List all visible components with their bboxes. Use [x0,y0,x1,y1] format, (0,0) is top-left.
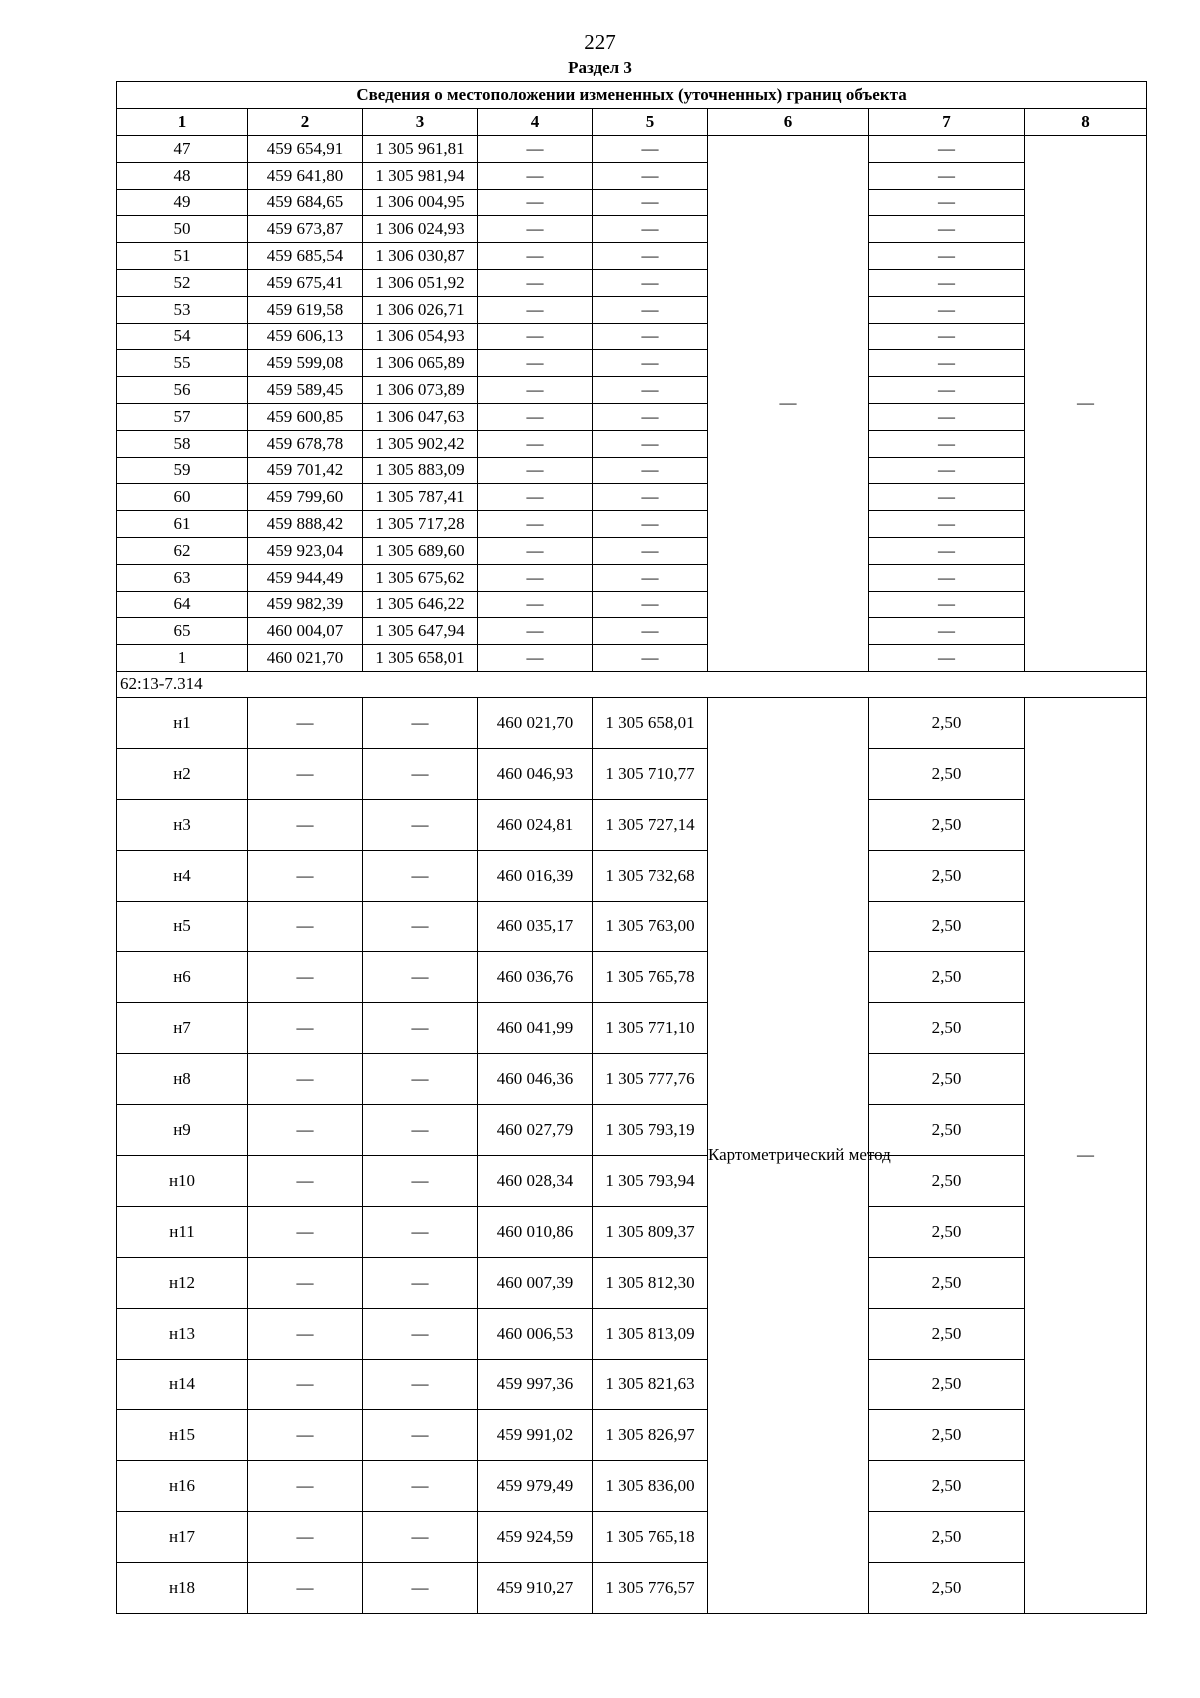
point-number: н2 [117,748,248,799]
accuracy-dash: — [869,323,1025,350]
accuracy-dash: — [869,216,1025,243]
coord-x-existing-dash: — [248,799,363,850]
accuracy-value: 2,50 [869,1563,1025,1614]
coord-y-existing-dash: — [363,1512,478,1563]
coord-y-existing: 1 306 054,93 [363,323,478,350]
accuracy-dash: — [869,269,1025,296]
table-row [117,1003,1147,1054]
coord-y-existing-dash: — [363,1308,478,1359]
coord-x-new-dash: — [478,591,593,618]
coord-x-existing-dash: — [248,1003,363,1054]
coord-x-new: 460 035,17 [478,901,593,952]
point-number: н5 [117,901,248,952]
coord-y-existing: 1 306 047,63 [363,403,478,430]
table-row [117,136,1147,163]
coord-y-new-dash: — [593,618,708,645]
coord-x-new: 460 027,79 [478,1105,593,1156]
coord-x-existing: 459 982,39 [248,591,363,618]
column-header: 7 [869,109,1025,136]
point-number: 58 [117,430,248,457]
coord-x-existing: 459 641,80 [248,162,363,189]
coord-x-existing-dash: — [248,1512,363,1563]
method-cell-dash: — [708,136,869,672]
point-number: 62 [117,537,248,564]
accuracy-dash: — [869,430,1025,457]
coord-x-existing-dash: — [248,1257,363,1308]
table-row [117,1563,1147,1614]
point-number: н15 [117,1410,248,1461]
accuracy-dash: — [869,618,1025,645]
parcel-label: 62:13-7.314 [117,671,1147,697]
column-header: 5 [593,109,708,136]
column-header: 8 [1025,109,1147,136]
table-row [117,243,1147,270]
coord-y-existing-dash: — [363,1359,478,1410]
point-number: н7 [117,1003,248,1054]
coord-x-new-dash: — [478,618,593,645]
coord-x-new: 460 041,99 [478,1003,593,1054]
coord-y-new-dash: — [593,645,708,672]
coord-x-new: 460 021,70 [478,697,593,748]
coord-y-new: 1 305 710,77 [593,748,708,799]
coord-y-existing: 1 306 065,89 [363,350,478,377]
description-cell-dash: — [1025,136,1147,672]
accuracy-value: 2,50 [869,952,1025,1003]
accuracy-dash: — [869,564,1025,591]
table-row [117,1410,1147,1461]
point-number: 54 [117,323,248,350]
accuracy-dash: — [869,457,1025,484]
table-row [117,189,1147,216]
coord-x-new-dash: — [478,430,593,457]
coord-x-new: 459 910,27 [478,1563,593,1614]
accuracy-dash: — [869,484,1025,511]
accuracy-dash: — [869,189,1025,216]
coord-x-new-dash: — [478,350,593,377]
coord-y-existing: 1 305 787,41 [363,484,478,511]
coord-y-new-dash: — [593,430,708,457]
coord-x-new-dash: — [478,537,593,564]
coord-y-new: 1 305 765,18 [593,1512,708,1563]
accuracy-value: 2,50 [869,1257,1025,1308]
accuracy-dash: — [869,511,1025,538]
table-row [117,296,1147,323]
coord-y-new-dash: — [593,377,708,404]
point-number: 59 [117,457,248,484]
coord-x-new-dash: — [478,189,593,216]
coord-x-new-dash: — [478,136,593,163]
coord-x-new: 460 010,86 [478,1206,593,1257]
coord-y-existing: 1 305 902,42 [363,430,478,457]
table-row [117,377,1147,404]
coord-y-new: 1 305 793,94 [593,1155,708,1206]
table-row [117,1512,1147,1563]
coord-x-existing: 459 944,49 [248,564,363,591]
coord-y-new-dash: — [593,537,708,564]
point-number: 47 [117,136,248,163]
accuracy-value: 2,50 [869,1206,1025,1257]
coord-y-existing: 1 305 675,62 [363,564,478,591]
coord-x-existing: 460 021,70 [248,645,363,672]
coord-x-new: 459 979,49 [478,1461,593,1512]
point-number: н13 [117,1308,248,1359]
table-row [117,403,1147,430]
coord-x-existing-dash: — [248,697,363,748]
coord-y-existing: 1 305 647,94 [363,618,478,645]
coord-x-new: 459 991,02 [478,1410,593,1461]
accuracy-dash: — [869,162,1025,189]
coord-x-new: 460 046,36 [478,1054,593,1105]
table-row [117,430,1147,457]
coord-y-new: 1 305 765,78 [593,952,708,1003]
coord-y-existing-dash: — [363,1257,478,1308]
table-row [117,591,1147,618]
coord-x-existing-dash: — [248,1308,363,1359]
coord-y-existing-dash: — [363,1054,478,1105]
point-number: 56 [117,377,248,404]
coord-x-existing-dash: — [248,1105,363,1156]
table-row [117,1206,1147,1257]
point-number: н9 [117,1105,248,1156]
table-row [117,564,1147,591]
table-row [117,1105,1147,1156]
coord-y-existing: 1 306 026,71 [363,296,478,323]
coord-y-new-dash: — [593,350,708,377]
coord-y-new-dash: — [593,189,708,216]
coord-y-existing-dash: — [363,850,478,901]
coord-y-new: 1 305 813,09 [593,1308,708,1359]
coord-y-existing: 1 305 646,22 [363,591,478,618]
table-row [117,511,1147,538]
accuracy-dash: — [869,296,1025,323]
coord-y-new: 1 305 836,00 [593,1461,708,1512]
coord-y-new-dash: — [593,162,708,189]
point-number: н4 [117,850,248,901]
column-header: 3 [363,109,478,136]
table-row [117,1155,1147,1206]
coord-x-new: 459 924,59 [478,1512,593,1563]
point-number: н6 [117,952,248,1003]
accuracy-value: 2,50 [869,697,1025,748]
coord-y-existing-dash: — [363,1563,478,1614]
point-number: 50 [117,216,248,243]
coord-x-new-dash: — [478,403,593,430]
coord-x-new: 460 016,39 [478,850,593,901]
coord-y-existing-dash: — [363,697,478,748]
coord-x-new-dash: — [478,484,593,511]
column-header: 2 [248,109,363,136]
coord-y-new-dash: — [593,564,708,591]
coord-x-new-dash: — [478,162,593,189]
point-number: 57 [117,403,248,430]
table-row [117,1359,1147,1410]
table-row [117,799,1147,850]
coord-x-new: 460 024,81 [478,799,593,850]
table-row [117,952,1147,1003]
coord-x-existing-dash: — [248,1563,363,1614]
table-row [117,162,1147,189]
coord-x-existing: 459 799,60 [248,484,363,511]
coord-y-new: 1 305 727,14 [593,799,708,850]
parcel-row [117,671,1147,697]
accuracy-value: 2,50 [869,1003,1025,1054]
accuracy-value: 2,50 [869,850,1025,901]
coord-y-new: 1 305 771,10 [593,1003,708,1054]
point-number: 63 [117,564,248,591]
table-row [117,618,1147,645]
coord-y-new: 1 305 732,68 [593,850,708,901]
coord-y-existing: 1 305 883,09 [363,457,478,484]
method-cell: Картометрический метод [708,697,869,1613]
coord-y-new: 1 305 658,01 [593,697,708,748]
point-number: н11 [117,1206,248,1257]
existing-points-body [117,136,1147,672]
table-row [117,1257,1147,1308]
coord-x-existing: 459 684,65 [248,189,363,216]
coord-y-existing: 1 306 004,95 [363,189,478,216]
accuracy-value: 2,50 [869,1410,1025,1461]
coord-y-existing-dash: — [363,1461,478,1512]
accuracy-value: 2,50 [869,1512,1025,1563]
accuracy-value: 2,50 [869,1308,1025,1359]
column-header: 6 [708,109,869,136]
coord-x-existing-dash: — [248,901,363,952]
coord-x-existing: 459 599,08 [248,350,363,377]
coord-x-new: 460 006,53 [478,1308,593,1359]
coord-x-new-dash: — [478,216,593,243]
point-number: н10 [117,1155,248,1206]
coord-x-existing-dash: — [248,1155,363,1206]
coord-y-new: 1 305 821,63 [593,1359,708,1410]
coord-y-existing-dash: — [363,1410,478,1461]
coord-x-new-dash: — [478,457,593,484]
table-row [117,323,1147,350]
coord-y-new-dash: — [593,323,708,350]
point-number: н18 [117,1563,248,1614]
coord-y-new: 1 305 812,30 [593,1257,708,1308]
coord-x-existing-dash: — [248,1359,363,1410]
point-number: 65 [117,618,248,645]
accuracy-value: 2,50 [869,1461,1025,1512]
accuracy-value: 2,50 [869,1359,1025,1410]
accuracy-dash: — [869,645,1025,672]
point-number: н3 [117,799,248,850]
coord-y-new-dash: — [593,591,708,618]
table-row [117,748,1147,799]
coord-y-new: 1 305 777,76 [593,1054,708,1105]
coord-y-new: 1 305 793,19 [593,1105,708,1156]
coord-y-new-dash: — [593,216,708,243]
coord-x-new-dash: — [478,243,593,270]
accuracy-value: 2,50 [869,1155,1025,1206]
coord-x-new-dash: — [478,645,593,672]
column-header-row [117,109,1147,136]
coord-y-existing: 1 305 961,81 [363,136,478,163]
point-number: н17 [117,1512,248,1563]
coord-x-existing: 459 888,42 [248,511,363,538]
coord-x-existing: 459 923,04 [248,537,363,564]
accuracy-value: 2,50 [869,901,1025,952]
coord-y-existing-dash: — [363,1105,478,1156]
coord-y-existing: 1 306 030,87 [363,243,478,270]
table-row [117,1461,1147,1512]
table-row [117,1308,1147,1359]
point-number: 53 [117,296,248,323]
coord-x-new-dash: — [478,511,593,538]
coord-y-existing: 1 305 689,60 [363,537,478,564]
description-cell-dash: — [1025,697,1147,1613]
coord-x-existing-dash: — [248,748,363,799]
coord-x-new-dash: — [478,296,593,323]
coord-x-existing: 459 589,45 [248,377,363,404]
coord-x-existing-dash: — [248,1461,363,1512]
point-number: н16 [117,1461,248,1512]
accuracy-dash: — [869,537,1025,564]
point-number: н8 [117,1054,248,1105]
table-row [117,850,1147,901]
coord-x-existing: 459 685,54 [248,243,363,270]
coord-x-new: 460 046,93 [478,748,593,799]
coord-x-new-dash: — [478,564,593,591]
coord-x-existing-dash: — [248,952,363,1003]
coord-x-existing: 459 606,13 [248,323,363,350]
coord-y-existing: 1 305 981,94 [363,162,478,189]
table-row [117,216,1147,243]
coord-y-new: 1 305 809,37 [593,1206,708,1257]
table-row [117,537,1147,564]
coord-y-existing: 1 306 051,92 [363,269,478,296]
coord-x-new-dash: — [478,323,593,350]
coord-y-new-dash: — [593,484,708,511]
coord-y-existing: 1 306 073,89 [363,377,478,404]
coord-y-new: 1 305 826,97 [593,1410,708,1461]
point-number: 52 [117,269,248,296]
column-header: 4 [478,109,593,136]
coord-x-new: 459 997,36 [478,1359,593,1410]
accuracy-value: 2,50 [869,799,1025,850]
coord-y-existing-dash: — [363,952,478,1003]
coord-y-new-dash: — [593,296,708,323]
coord-y-new: 1 305 776,57 [593,1563,708,1614]
coord-y-new-dash: — [593,136,708,163]
coord-y-existing-dash: — [363,1155,478,1206]
coord-y-existing-dash: — [363,799,478,850]
table-row [117,269,1147,296]
section-title: Раздел 3 [568,58,632,77]
coord-y-new-dash: — [593,457,708,484]
coord-y-existing-dash: — [363,1003,478,1054]
coord-x-existing: 460 004,07 [248,618,363,645]
coord-x-existing-dash: — [248,850,363,901]
coord-y-existing: 1 305 717,28 [363,511,478,538]
coord-x-existing: 459 701,42 [248,457,363,484]
accuracy-value: 2,50 [869,748,1025,799]
table-row [117,1054,1147,1105]
coord-x-new-dash: — [478,377,593,404]
table-row [117,457,1147,484]
coord-x-new: 460 036,76 [478,952,593,1003]
accuracy-dash: — [869,591,1025,618]
point-number: 51 [117,243,248,270]
point-number: 48 [117,162,248,189]
coord-y-new-dash: — [593,243,708,270]
table-title: Сведения о местоположении измененных (уточненных) границ объекта [117,82,1147,109]
point-number: 61 [117,511,248,538]
coord-y-existing: 1 306 024,93 [363,216,478,243]
coord-x-existing: 459 673,87 [248,216,363,243]
accuracy-dash: — [869,136,1025,163]
new-points-body [117,697,1147,1613]
table-row [117,645,1147,672]
point-number: 1 [117,645,248,672]
coord-x-existing: 459 654,91 [248,136,363,163]
boundary-coordinates-table [116,81,1147,1614]
page-number: 227 [584,30,616,54]
table-row [117,484,1147,511]
point-number: 49 [117,189,248,216]
point-number: н14 [117,1359,248,1410]
coord-y-existing: 1 305 658,01 [363,645,478,672]
coord-y-existing-dash: — [363,901,478,952]
coord-y-new-dash: — [593,511,708,538]
coord-x-existing-dash: — [248,1206,363,1257]
point-number: 64 [117,591,248,618]
coord-x-existing: 459 600,85 [248,403,363,430]
table-row [117,901,1147,952]
accuracy-dash: — [869,243,1025,270]
point-number: н12 [117,1257,248,1308]
point-number: 55 [117,350,248,377]
coord-x-new-dash: — [478,269,593,296]
coord-y-existing-dash: — [363,1206,478,1257]
coord-x-existing-dash: — [248,1410,363,1461]
accuracy-dash: — [869,350,1025,377]
accuracy-value: 2,50 [869,1105,1025,1156]
coord-x-existing: 459 678,78 [248,430,363,457]
coord-y-new: 1 305 763,00 [593,901,708,952]
column-header: 1 [117,109,248,136]
point-number: н1 [117,697,248,748]
coord-x-existing: 459 619,58 [248,296,363,323]
coord-x-existing-dash: — [248,1054,363,1105]
coord-y-existing-dash: — [363,748,478,799]
coord-x-new: 460 007,39 [478,1257,593,1308]
coord-y-new-dash: — [593,269,708,296]
point-number: 60 [117,484,248,511]
accuracy-value: 2,50 [869,1054,1025,1105]
coord-y-new-dash: — [593,403,708,430]
table-row [117,350,1147,377]
accuracy-dash: — [869,377,1025,404]
table-row [117,697,1147,748]
coord-x-existing: 459 675,41 [248,269,363,296]
accuracy-dash: — [869,403,1025,430]
coord-x-new: 460 028,34 [478,1155,593,1206]
